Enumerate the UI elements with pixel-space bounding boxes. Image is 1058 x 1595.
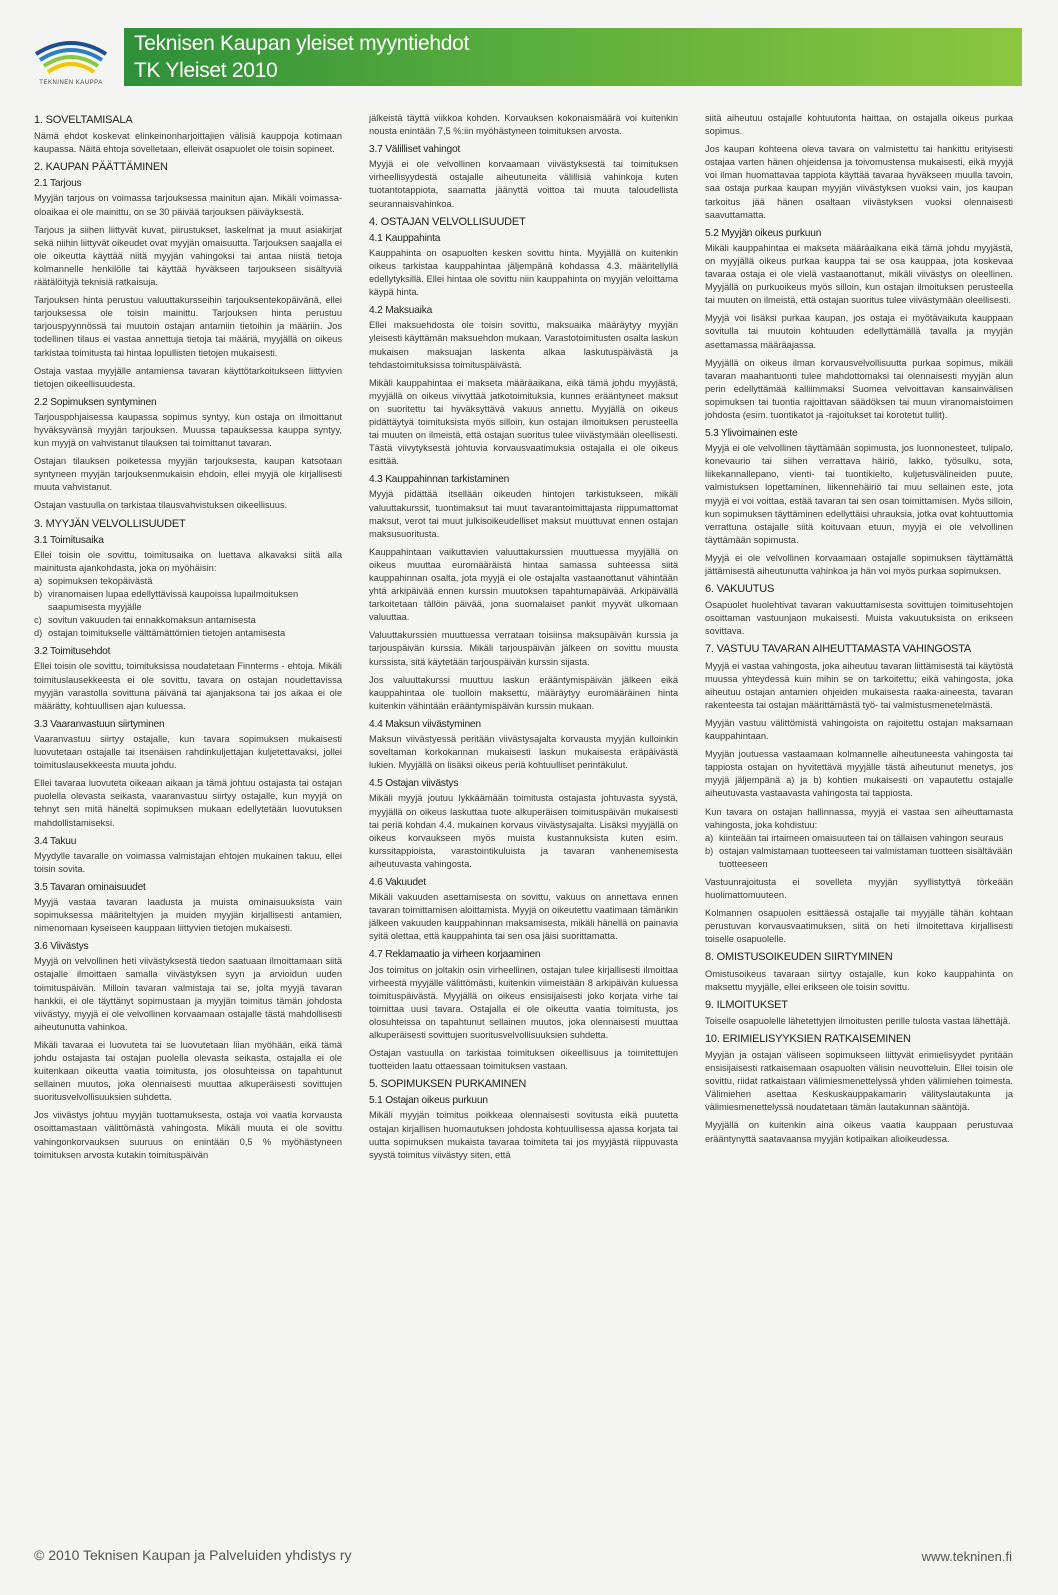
paragraph: Ostajan vastuulla on tarkistaa tilausvahvistuksen oikeellisuus. xyxy=(34,500,288,511)
paragraph: Vaaranvastuu siirtyy ostajalle, kun tavara sopimuksen mukaisesti luovutetaan ostajalle tai itsenäisen rahdinkuljettajan kuljetettavaksi, jollei toimituslausekkeesta muuta johdu. xyxy=(34,733,342,771)
subsection-heading: 5.2 Myyjän oikeus purkuun xyxy=(705,227,822,239)
paragraph: Mikäli kauppahintaa ei makseta määräaikana eikä tämä johdu myyjästä, on myyjällä oikeus purkaa kauppa tai se osa kauppaa, jota koskevaa tavaraa ostaja ei ole vielä vastaanottanut, mikäli viivästys on oleellinen. Myyjällä on purkuoikeus myös silloin, kun ostajan ilmoituksen perusteella tai muuten on ilmeistä, että ostajan suoritus tulee viivästymään oleellisesti. xyxy=(705,242,1013,306)
paragraph: Tarjouspohjaisessa kaupassa sopimus syntyy, kun ostaja on ilmoittanut hyväksyvänsä myyjän tarjouksen. Muussa tapauksessa kauppa syntyy, kun myyjä on vahvistanut tilauksen tai toimittanut tavaran. xyxy=(34,411,342,449)
paragraph: Myyjän ja ostajan väliseen sopimukseen liittyvät erimielisyydet pyritään ensisijaisesti ratkaisemaan osapuolten välisin neuvotteluin. Ellei toisin ole sovittu, riidat ratkaistaan välimiesmenettelyssä yhden välimiehen toimesta. Välimiehen asettaa Keskuskauppakamarin välityslautakunta ja välimiesmenettelyssä noudatetaan tämän lautakunnan sääntöjä. xyxy=(705,1050,1013,1113)
paragraph: Myyjällä on kuitenkin aina oikeus vaatia kauppaan perustuvaa erääntynyttä saatavaansa myyjän kotipaikan alioikeudessa. xyxy=(705,1120,1013,1144)
paragraph: Myyjän tarjous on voimassa tarjouksessa mainitun ajan. Mikäli voimassa-oloaikaa ei ole mainittu, on se 30 päivää tarjouksen päiväyksestä. xyxy=(34,193,342,217)
title-banner xyxy=(124,28,1022,86)
subsection-heading: 3.3 Vaaranvastuun siirtyminen xyxy=(34,718,165,730)
subsection-heading: 3.1 Toimitusaika xyxy=(34,534,104,546)
list-item: a) kiinteään tai irtaimeen omaisuuteen tai on tällaisen vahingon seuraus xyxy=(705,832,1004,843)
paragraph: Myyjä ei ole velvollinen täyttämään sopimusta, jos luonnonesteet, tulipalo, konevaurio tai siihen verrattava häiriö, lakko, työsulku, sota, liikekannallepano, vienti- tai tuontikielto, kuljetusvälineiden puute, valmistuksen lopettaminen, liikennehäiriö tai muu sellainen este, jota myyjä ei voi voittaa, estää tavaran tai sen osan toimittamisen. Myös silloin, kun sopimuksen täyttäminen edellyttäisi uhrauksia, jotka ovat kohtuuttomia verrattuna ostajalle siitä koituvaan etuun, myyjä ei ole velvollinen täyttämään sopimusta. xyxy=(705,443,1013,545)
paragraph: Myydylle tavaralle on voimassa valmistajan ehtojen mukainen takuu, ellei toisin sovita. xyxy=(34,850,342,874)
section-heading: 9. ILMOITUKSET xyxy=(705,998,788,1011)
subsection-heading: 5.3 Ylivoimainen este xyxy=(705,428,798,440)
subsection-heading: 2.1 Tarjous xyxy=(34,178,82,190)
paragraph: Myyjä voi lisäksi purkaa kaupan, jos ostaja ei myötävaikuta kauppaan sovitulla tai muutoin kohtuuden edellyttämällä tavalla ja myyjän asettamassa määräajassa. xyxy=(705,313,1013,350)
paragraph: siitä aiheutuu ostajalle kohtuutonta haittaa, on ostajalla oikeus purkaa sopimus. xyxy=(705,113,1013,137)
logo-caption: TEKNINEN KAUPPA xyxy=(39,80,103,86)
website-link[interactable]: www.tekninen.fi xyxy=(921,1549,1012,1564)
subsection-heading: 3.7 Välilliset vahingot xyxy=(369,144,461,156)
subsection-heading: 4.1 Kauppahinta xyxy=(369,232,441,244)
paragraph: Myyjä pidättää itsellään oikeuden hintojen tarkistukseen, mikäli valuuttakurssit, tuontimaksut tai muut tavarantoimittajasta riippumattomat maksut, verot tai muut julkisoikeudelliset maksut muuttuvat ennen ostajan maksusuoritusta. xyxy=(369,489,678,539)
section-heading: 5. SOPIMUKSEN PURKAMINEN xyxy=(369,1078,527,1091)
subsection-heading: 3.2 Toimitusehdot xyxy=(34,646,111,658)
paragraph: Mikäli kauppahintaa ei makseta määräaikana, eikä tämä johdu myyjästä, myyjällä on oikeus viivyttää jatkotoimituksia, kunnes erääntyneet maksut on suoritettu tai hyväksyttävä vakuus annettu. Myyjällä on oikeus pidättäytyä toimituksista myös silloin, kun ostajan ilmoituksen perusteella tai muuten on ilmeistä, että ostajan suoritus tulee viivästymään oleellisesti. Tästä viivytyksestä johtuvia korvausvaatimuksia ostajalla ei ole oikeus esittää. xyxy=(369,377,678,467)
paragraph: jälkeistä täyttä viikkoa kohden. Korvauksen kokonaismäärä voi kuitenkin nousta enintään 7,5 %:iin myöhästyneen toimituksen arvosta. xyxy=(369,113,678,137)
subsection-heading: 3.6 Viivästys xyxy=(34,941,89,953)
paragraph: Tarjouksen hinta perustuu valuuttakursseihin tarjouksentekopäivänä, ellei tarjouksessa ole toisin mainittu. Tarjouksen hinta perustuu tarjouspyynnössä tai muutoin ostajan antamiin tietoihin ja määriin. Jos todellinen tilaus ei vastaa annettuja tietoja tai määriä, myyjällä on oikeus tarkistaa toimitusta tai hintaa lopullisten tietojen mukaisesti. xyxy=(34,295,342,358)
paragraph: Omistusoikeus tavaraan siirtyy ostajalle, kun koko kauppahinta on maksettu myyjälle, ellei erikseen ole toisin sovittu. xyxy=(705,968,1013,992)
subsection-heading: 4.6 Vakuudet xyxy=(369,876,426,888)
column-2 xyxy=(369,112,678,1167)
paragraph: Myyjän vastuu välittömistä vahingoista on rajoitettu ostajan maksamaan kauppahintaan. xyxy=(705,717,1013,742)
paragraph: Ostajan tilauksen poiketessa myyjän tarjouksesta, kaupan katsotaan syntyneen myyjän tarjouksenmukaisin ehdoin, ellei myyjä ole kirjallisesti muuta vahvistanut. xyxy=(34,456,342,493)
liability-list xyxy=(705,832,1013,871)
paragraph: Ellei toisin ole sovittu, toimitusaika on luettava alkavaksi siitä alla mainitusta ajankohdasta, joka on myöhäisin: xyxy=(34,549,342,573)
subsection-heading: 4.7 Reklamaatio ja virheen korjaaminen xyxy=(369,949,541,961)
paragraph: Jos toimitus on joltakin osin virheellinen, ostajan tulee kirjallisesti ilmoittaa virheestä myyjälle välittömästi, kuitenkin viimeistään 8 arkipäivän kuluessa toimituspäivästä. Myyjällä on oikeus ensisijaisesti joko korjata virhe tai toimittaa uusi tavara. Ostajalla ei ole oikeutta vaatia toimitusta, jos olosuhteissa on tapahtunut sellainen muutos, joka olennaisesti muuttaa alkuperäisesti sovittujen suoritusvelvollisuuksien suhdetta. xyxy=(369,964,678,1040)
section-heading: 4. OSTAJAN VELVOLLISUUDET xyxy=(369,215,526,228)
paragraph: Ellei tavaraa luovuteta oikeaan aikaan ja tämä johtuu ostajasta tai ostajan puolella olevasta seikasta, vaaranvastuu siirtyy ostajalle, kun myyjä on tehnyt sen mitä häneltä sopimuksen mukaan edellytetään luovutuksen mahdollistamiseksi. xyxy=(34,778,342,828)
subsection-heading: 3.4 Takuu xyxy=(34,835,77,847)
subsection-heading: 3.5 Tavaran ominaisuudet xyxy=(34,881,146,893)
subsection-heading: 4.4 Maksun viivästyminen xyxy=(369,718,481,730)
paragraph: Mikäli tavaraa ei luovuteta tai se luovutetaan liian myöhään, eikä tämä johdu ostajasta tai ostajan puolella olevasta seikasta, ostajalla ei ole kuitenkaan oikeutta vaatia toimitusta, jos olosuhteissa on tapahtunut sellainen muutos, joka olennaisesti muuttaa alkuperäisesti sovittujen suoritusvelvollisuuksien suhdetta. xyxy=(34,1039,342,1103)
subsection-heading: 4.3 Kauppahinnan tarkistaminen xyxy=(369,474,510,486)
section-heading: 6. VAKUUTUS xyxy=(705,583,775,596)
paragraph: Maksun viivästyessä peritään viivästysajalta korvausta myyjän kulloinkin soveltaman korkokannan mukaisesti laskun mukaisesta eräpäivästä lukien. Myyjällä on lisäksi oikeus periä kohtuulliset perintäkulut. xyxy=(369,734,678,771)
paragraph: Kauppahintaan vaikuttavien valuuttakurssien muuttuessa myyjällä on oikeus muuttaa euromääräistä hintaa samassa suhteessa siitä kauppahinnan osalta, jota myyjä ei ole ostajalta vastaanottanut vähintään yhtä arkipäivää ennen kurssin muutoksen tapahtumapäivää. Arkipäivällä tarkoitetaan tällöin päivää, jona suomalaiset pankit myyvät ulkomaan valuuttaa. xyxy=(369,546,678,623)
paragraph: Tarjous ja siihen liittyvät kuvat, piirustukset, laskelmat ja muut asiakirjat sekä niihin liittyvät oikeudet ovat myyjän omaisuutta. Tarjouksen saajalla ei ole oikeutta käyttää niitä myyjän vahingoksi tai antaa niistä tietoja kolmannelle henkilölle tai käyttää hyväkseen tarjoukseen sisältyviä räätälöityjä teknisiä ratkaisuja. xyxy=(34,224,342,288)
list-item: c) sovitun vakuuden tai ennakkomaksun antamisesta xyxy=(34,615,256,626)
paragraph: Valuuttakurssien muuttuessa verrataan toisiinsa maksupäivän kurssia ja tarjouspäivän kurssia. Mikäli tarjouspäivän jälkeen on sovittu muusta kurssista, sitä käytetään tarjouspäivän kurssin sijasta. xyxy=(369,630,678,667)
section-heading: 2. KAUPAN PÄÄTTÄMINEN xyxy=(34,161,168,174)
subsection-heading: 4.5 Ostajan viivästys xyxy=(369,778,459,790)
document-subtitle: TK Yleiset 2010 xyxy=(134,59,278,82)
paragraph: Toiselle osapuolelle lähetettyjen ilmoitusten perille tulosta vastaa lähettäjä. xyxy=(705,1015,1011,1026)
section-heading: 7. VASTUU TAVARAN AIHEUTTAMASTA VAHINGOSTA xyxy=(705,643,972,656)
column-3 xyxy=(705,112,1013,1151)
paragraph: Ellei toisin ole sovittu, toimituksissa noudatetaan Finnterms - ehtoja. Mikäli toimituslausekkeesta ei ole sovittu, tavara on ostajan noudettavissa myyjän varastolla sovittuna päivänä tai ajanjaksona tai jos aikaa ei ole määrätty, kohtuullisen ajan kuluessa. xyxy=(34,661,342,711)
list-item: b) ostajan valmistamaan tuotteeseen tai valmistaman tuotteen sisältävään tuotteeseen xyxy=(705,845,1013,869)
section-heading: 8. OMISTUSOIKEUDEN SIIRTYMINEN xyxy=(705,951,893,964)
section-heading: 10. ERIMIELISYYKSIEN RATKAISEMINEN xyxy=(705,1032,911,1045)
paragraph: Myyjän joutuessa vastaamaan kolmannelle aiheutuneesta vahingosta tai tappiosta ostajan on hyvitettävä myyjälle tästä aiheutunut menetys, jos myyjä jäljempänä a) ja b) kohtien mukaisesti on vapautettu ostajalle aiheutuvasta vastaavasta vahingosta tai tappiosta. xyxy=(705,749,1013,799)
subsection-heading: 2.2 Sopimuksen syntyminen xyxy=(34,396,157,408)
paragraph: Myyjä ei ole velvollinen korvaamaan ostajalle sopimuksen täyttämättä jättämisestä aiheutunutta vahinkoa ja hän voi myös purkaa sopimuksen. xyxy=(705,552,1013,576)
column-1 xyxy=(34,112,342,1167)
paragraph: Nämä ehdot koskevat elinkeinonharjoittajien välisiä kauppoja kotimaan kaupassa. Näitä ehtoja sovelletaan, elleivät osapuolet ole toisin sopineet. xyxy=(34,131,342,155)
paragraph: Ostajan vastuulla on tarkistaa toimituksen oikeellisuus ja toimitettujen tuotteiden laatu ottaessaan toimituksen vastaan. xyxy=(369,1048,678,1072)
list-item: d) ostajan toimitukselle välttämättömien tietojen antamisesta xyxy=(34,628,286,639)
paragraph: Kauppahinta on osapuolten kesken sovittu hinta. Myyjällä on kuitenkin oikeus tarkistaa kauppahintaa jäljempänä kohdassa 4.3. määritellyllä edellytyksillä. Ellei hintaa ole sovittu niin kauppahinta on myyjän veloittama käypä hinta. xyxy=(369,247,678,298)
paragraph: Vastuunrajoitusta ei sovelleta myyjän syyllistyttyä törkeään huolimattomuuteen. xyxy=(705,876,1013,901)
paragraph: Mikäli myyjä joutuu lykkäämään toimitusta ostajasta johtuvasta syystä, myyjällä on oikeus laskuttaa tuote alkuperäisen toimituspäivän mukaisesti tai periä kohdan 4.4. mukainen korvaus viivästysajalta. Lisäksi myyjällä on oikeus korvaukseen myös muista kustannuksista kuten esim. kurssitappioista, varastointikuluista ja tavaran vanhenemisesta aiheutuvasta vahingosta. xyxy=(369,793,678,869)
paragraph: Mikäli myyjän toimitus poikkeaa olennaisesti sovitusta eikä puutetta ostajan kirjallisen huomautuksen johdosta kohtuullisessa ajassa korjata tai uutta sopimuksen mukaista tavaraa toimiteta tai jos myyjästä riippuvasta syystä toimitus viivästyy siten, että xyxy=(369,1110,678,1160)
subsection-heading: 4.2 Maksuaika xyxy=(369,305,433,317)
paragraph: Osapuolet huolehtivat tavaran vakuuttamisesta sovittujen toimitusehtojen osoittaman vastuunjaon mukaisesti. Muista vakuutuksista on erikseen sovittava. xyxy=(705,600,1013,637)
paragraph: Myyjä vastaa tavaran laadusta ja muista ominaisuuksista vain sopimuksessa määriteltyjen ja muiden myyjän kirjallisesti antamien, nimenomaan kyseiseen kauppaan liittyvien tietojen mukaisesti. xyxy=(34,896,342,934)
subsection-heading: 5.1 Ostajan oikeus purkuun xyxy=(369,1095,488,1107)
delivery-time-list xyxy=(34,575,342,640)
paragraph: Ellei maksuehdosta ole toisin sovittu, maksuaika määräytyy myyjän yleisesti käyttämän maksuehdon mukaan. Varastotoimitusten osalta laskun mukaisen maksuajan laskenta alkaa laskutuspäivästä ja tehdastoimituksissa toimituspäivästä. xyxy=(369,320,678,370)
paragraph: Kolmannen osapuolen esittäessä ostajalle tai myyjälle tähän kohtaan perustuvan korvausvaatimuksen, siitä on heti ilmoitettava kirjallisesti toiselle osapuolelle. xyxy=(705,908,1013,945)
paragraph: Myyjä ei ole velvollinen korvaamaan viivästyksestä tai toimituksen virheellisyydestä ostajalle aiheutuneita välillisiä vahinkoja kuten tuotantotappiota, saamatta jäänyttä voittoa tai muuta taloudellista seurannaisvahinkoa. xyxy=(369,159,678,209)
paragraph: Myyjä ei vastaa vahingosta, joka aiheutuu tavaran liittämisestä tai käytöstä muussa yhteydessä kuin mihin se on tarkoitettu; eikä vahingosta, joka aiheutuu ostajan antamien ohjeiden mukaisesta raaka-aineesta, tavaran rakenteesta tai ostajan määrittämästä työ- tai valmistusmenetelmästä. xyxy=(705,660,1013,710)
paragraph: Mikäli vakuuden asettamisesta on sovittu, vakuus on annettava ennen tavaran toimittamisen aloittamista. Myyjä on oikeutettu vaatimaan tämänkin jälkeen vakuuden kauppahinnan maksamisesta, mikäli hänellä on painavia syitä olettaa, että kauppahinta tai sen osa jäisi suorittamatta. xyxy=(369,892,679,942)
section-heading: 3. MYYJÄN VELVOLLISUUDET xyxy=(34,517,186,530)
list-item: a) sopimuksen tekopäivästä xyxy=(34,575,153,586)
paragraph: Jos viivästys johtuu myyjän tuottamuksesta, ostaja voi vaatia korvausta osoittamastaan välittömästä vahingosta. Mikäli muuta ei ole sovittu vahingonkorvauksen suuruus on enintään 0,5 % myöhästyneen toimituksen arvosta kutakin toimituspäivän xyxy=(34,1110,342,1160)
paragraph: Myyjä on velvollinen heti viivästyksestä tiedon saatuaan ilmoittamaan siitä ostajalle ilmoittaen samalla viivästyksen syyn ja arvioidun uuden toimituspäivän. Milloin tavaran valmistaja tai se, jolta myyjä tavaran hankkii, ei ole täyttänyt sopimustaan ja myyjän toimitus tämän johdosta viivästyy, myyjä ei ole velvollinen korvaamaan ostajalle tästä mahdollisesti aiheutunutta vahinkoa. xyxy=(34,956,342,1032)
paragraph: Jos valuuttakurssi muuttuu laskun erääntymispäivän jälkeen eikä kauppahintaa ole tuolloin maksettu, määräytyy euromääräinen hinta kuitenkin vähintään erääntymispäivän kurssin mukaan. xyxy=(369,674,678,711)
paragraph: Kun tavara on ostajan hallinnassa, myyjä ei vastaa sen aiheuttamasta vahingosta, joka kohdistuu: xyxy=(705,806,1013,830)
copyright-text: © 2010 Teknisen Kaupan ja Palveluiden yhdistys ry xyxy=(34,1547,352,1563)
paragraph: Ostaja vastaa myyjälle antamiensa tavaran käyttötarkoitukseen liittyvien tietojen oikeellisuudesta. xyxy=(34,365,342,389)
section-heading: 1. SOVELTAMISALA xyxy=(34,114,133,126)
paragraph: Jos kaupan kohteena oleva tavara on valmistettu tai hankittu erityisesti ostajaa varten hänen ohjeidensa ja toivomustensa mukaisesti, eikä myyjä voi ilman huomattavaa tappiota käyttää tavaraa hyväkseen muulla tavoin, saa ostaja purkaa kaupan myyjän viivästyksen vuoksi vain, jos kaupan tarkoitus jää hänen osaltaan viivästyksen vuoksi olennaisesti saavuttamatta. xyxy=(705,144,1013,220)
list-item: b) viranomaisen lupaa edellyttävissä kaupoissa lupailmoituksen saapumisesta myyjälle xyxy=(34,589,299,613)
paragraph: Myyjällä on oikeus ilman korvausvelvollisuutta purkaa sopimus, mikäli tavaran maahantuonti tulee mahdottomaksi tai olennaisesti myyjän alun perin edellyttämää kalliimmaksi Suomea velvoittavan kansainvälisen sopimuksen tai tuontia rajoittavan säädöksen tai muun viranomaistoimen johdosta (esim. tuontikatot ja -rajoitukset tai korotetut tullit). xyxy=(705,357,1013,420)
document-title: Teknisen Kaupan yleiset myyntiehdot xyxy=(134,32,470,55)
